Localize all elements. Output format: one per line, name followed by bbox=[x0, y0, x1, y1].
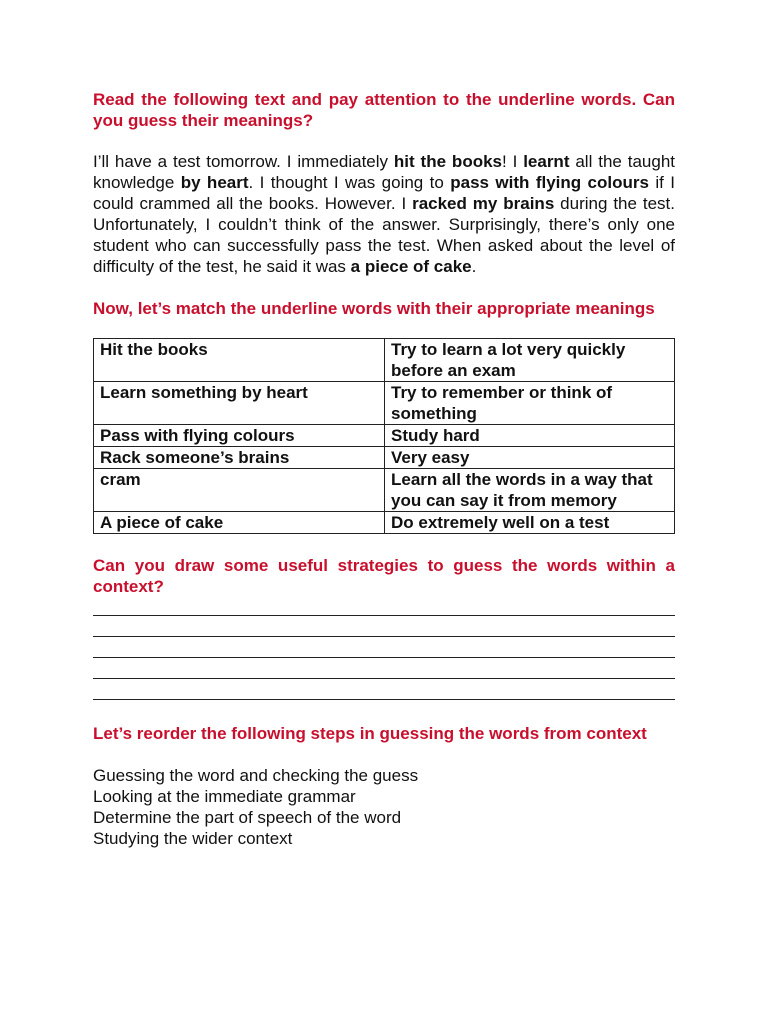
instruction-heading-1: Read the following text and pay attention to the underline words. Can you guess their meanings? bbox=[93, 90, 675, 130]
table-row bbox=[94, 425, 675, 447]
idiom-learnt: learnt bbox=[523, 152, 570, 171]
passage-text: during the test. Unfortunately, I couldn’t think of the answer. Surprisingly, there’s only one student who can successfully pass the test. When asked about the level of difficulty of the test, he said it was bbox=[93, 194, 675, 276]
table-row bbox=[94, 447, 675, 469]
step-item: Studying the wider context bbox=[93, 829, 293, 848]
passage-text: all the taught knowledge bbox=[93, 152, 675, 192]
answer-line[interactable] bbox=[93, 619, 675, 640]
idiom-hit-the-books: hit the books bbox=[393, 152, 502, 171]
idiom-racked-my-brains: racked my brains bbox=[412, 194, 555, 213]
table-row bbox=[94, 512, 675, 534]
steps-list bbox=[93, 765, 675, 849]
passage-text: I’ll have a test tomorrow. I immediately bbox=[93, 152, 394, 171]
meaning-cell: Learn all the words in a way that you can say it from memory bbox=[385, 469, 675, 512]
idiom-pass-with-flying-colours: pass with flying colours bbox=[450, 173, 649, 192]
answer-line[interactable] bbox=[93, 661, 675, 682]
step-item: Guessing the word and checking the guess bbox=[93, 766, 419, 785]
idiom-cell: cram bbox=[94, 469, 385, 512]
answer-line[interactable] bbox=[93, 598, 675, 619]
idiom-cell: A piece of cake bbox=[94, 512, 385, 534]
step-item: Looking at the immediate grammar bbox=[93, 787, 356, 806]
passage-text: . I thought I was going to bbox=[248, 173, 451, 192]
step-item: Determine the part of speech of the word bbox=[93, 808, 402, 827]
meaning-cell: Do extremely well on a test bbox=[385, 512, 675, 534]
table-row bbox=[94, 382, 675, 425]
table-row bbox=[94, 339, 675, 382]
matching-table bbox=[93, 338, 675, 534]
idiom-a-piece-of-cake: a piece of cake bbox=[350, 257, 472, 276]
meaning-cell: Try to learn a lot very quickly before an exam bbox=[385, 339, 675, 382]
idiom-cell: Hit the books bbox=[94, 339, 385, 382]
idiom-cell: Pass with flying colours bbox=[94, 425, 385, 447]
answer-lines bbox=[93, 598, 675, 703]
table-row bbox=[94, 469, 675, 512]
passage-text: . bbox=[471, 257, 477, 276]
meaning-cell: Try to remember or think of something bbox=[385, 382, 675, 425]
meaning-cell: Very easy bbox=[385, 447, 675, 469]
reading-passage bbox=[93, 151, 675, 277]
answer-line[interactable] bbox=[93, 640, 675, 661]
instruction-heading-3: Can you draw some useful strategies to guess the words within a context? bbox=[93, 556, 675, 596]
answer-line[interactable] bbox=[93, 682, 675, 703]
meaning-cell: Study hard bbox=[385, 425, 675, 447]
instruction-heading-2: Now, let’s match the underline words with their appropriate meanings bbox=[93, 299, 655, 318]
idiom-cell: Learn something by heart bbox=[94, 382, 385, 425]
passage-text: if I could crammed all the books. However. I bbox=[93, 173, 676, 213]
worksheet bbox=[93, 89, 675, 849]
idiom-cell: Rack someone’s brains bbox=[94, 447, 385, 469]
passage-text: ! I bbox=[502, 152, 524, 171]
idiom-by-heart: by heart bbox=[180, 173, 249, 192]
instruction-heading-4: Let’s reorder the following steps in guessing the words from context bbox=[93, 724, 647, 743]
